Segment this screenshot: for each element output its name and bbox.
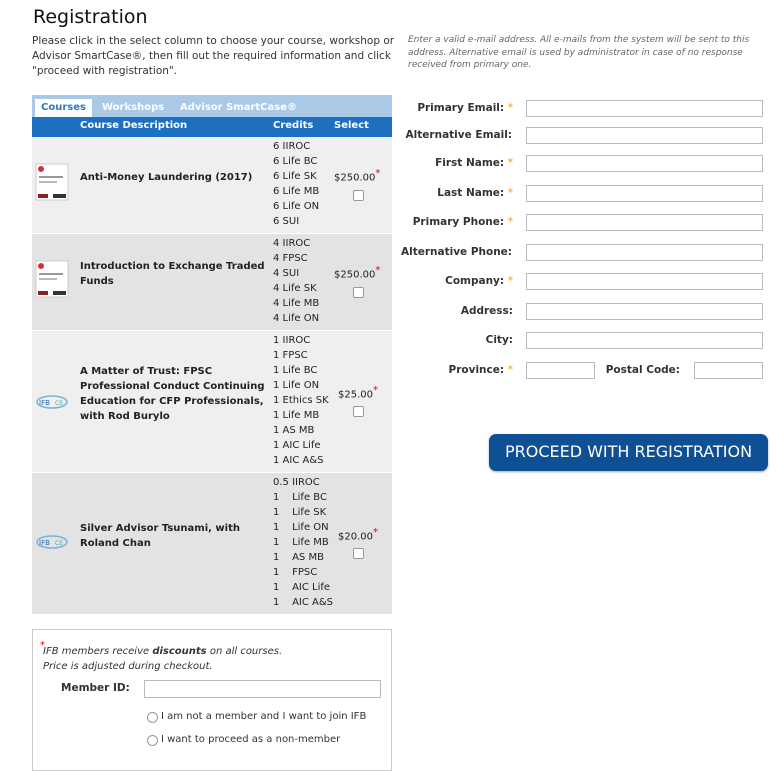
alternative-phone-input[interactable] <box>526 244 763 261</box>
course-select-checkbox[interactable] <box>353 406 364 417</box>
credit-line: 1 AIC Life <box>273 582 331 593</box>
credit-line: 1 AIC Life <box>273 440 321 451</box>
table-row <box>32 331 392 473</box>
alternative-email-input[interactable] <box>526 127 763 144</box>
province-label: Province: * <box>448 364 513 376</box>
table-row <box>32 137 392 234</box>
course-price: $250.00* <box>334 265 381 281</box>
credit-line: 1 Life ON <box>273 522 329 533</box>
credit-line: 6 Life ON <box>273 201 320 212</box>
first-name-input[interactable] <box>526 155 763 172</box>
member-id-label: Member ID: <box>61 682 130 694</box>
tab-advisor-smartcase[interactable]: Advisor SmartCase® <box>180 102 297 113</box>
ifb-logo-icon <box>35 523 69 561</box>
header-course-description: Course Description <box>80 120 188 131</box>
non-member-radio[interactable] <box>147 735 158 746</box>
primary-phone-label: Primary Phone: * <box>412 216 513 228</box>
credit-line: 1 IIROC <box>273 335 311 346</box>
primary-phone-input[interactable] <box>526 214 763 231</box>
course-select-checkbox[interactable] <box>353 548 364 559</box>
primary-email-input[interactable] <box>526 100 763 117</box>
table-header <box>32 117 392 137</box>
company-input[interactable] <box>526 273 763 290</box>
first-name-label: First Name: * <box>435 157 513 169</box>
credit-line: 6 SUI <box>273 216 300 227</box>
course-title: Silver Advisor Tsunami, with Roland Chan <box>80 523 240 549</box>
course-title: Introduction to Exchange Traded Funds <box>80 261 265 287</box>
last-name-label: Last Name: * <box>437 187 513 199</box>
course-credits <box>273 333 329 468</box>
tab-workshops[interactable]: Workshops <box>102 102 165 113</box>
credit-line: 1 AS MB <box>273 552 324 563</box>
course-credits <box>273 475 333 610</box>
header-select: Select <box>334 120 369 131</box>
required-mark: * <box>40 640 45 651</box>
city-input[interactable] <box>526 332 763 349</box>
tab-courses[interactable]: Courses <box>34 98 93 118</box>
credit-line: 4 FPSC <box>273 253 308 264</box>
credit-line: 6 Life BC <box>273 156 318 167</box>
course-credits <box>273 236 319 326</box>
svg-text:IFB: IFB <box>39 399 50 407</box>
alternative-email-label: Alternative Email: <box>405 129 512 141</box>
course-select-checkbox[interactable] <box>353 190 364 201</box>
credit-line: 1 FPSC <box>273 567 318 578</box>
postal-code-label: Postal Code: <box>605 364 680 376</box>
course-select-checkbox[interactable] <box>353 287 364 298</box>
credit-line: 4 Life SK <box>273 283 317 294</box>
member-note-text: IFB members receive <box>43 646 153 657</box>
credit-line: 0.5 IIROC <box>273 477 320 488</box>
member-note-line2: Price is adjusted during checkout. <box>43 661 213 672</box>
course-title: Anti-Money Laundering (2017) <box>80 172 253 183</box>
course-cover-icon <box>35 260 69 298</box>
join-ifb-label: I am not a member and I want to join IFB <box>161 711 367 722</box>
credit-line: 1 Life MB <box>273 410 320 421</box>
postal-code-input[interactable] <box>694 362 763 379</box>
primary-email-label: Primary Email: * <box>417 102 513 114</box>
course-cover-icon <box>35 163 69 201</box>
page-title: Registration <box>33 6 148 28</box>
member-discount-box <box>32 629 392 771</box>
credit-line: 4 SUI <box>273 268 300 279</box>
ifb-logo-icon <box>35 383 69 421</box>
credit-line: 4 IIROC <box>273 238 311 249</box>
credit-line: 1 AIC A&S <box>273 597 334 608</box>
credit-line: 1 FPSC <box>273 350 308 361</box>
province-input[interactable] <box>526 362 595 379</box>
member-note <box>40 640 283 674</box>
credit-line: 4 Life ON <box>273 313 320 324</box>
address-label: Address: <box>460 305 513 317</box>
email-note: Enter a valid e-mail address. All e-mails from the system will be sent to this address. Alternative email is used by administrator in case of no response received from primary one. <box>408 35 750 70</box>
credit-line: 1 Life BC <box>273 492 327 503</box>
member-id-input[interactable] <box>144 680 381 698</box>
credit-line: 6 Life SK <box>273 171 317 182</box>
credit-line: 1 Life BC <box>273 365 318 376</box>
credit-line: 1 AIC A&S <box>273 455 324 466</box>
intro-text: Please click in the select column to choose your course, workshop or Advisor SmartCase®, then fill out the required information and click "proceed with registration". <box>32 35 395 77</box>
credit-line: 4 Life MB <box>273 298 320 309</box>
svg-text:IFB: IFB <box>39 539 50 547</box>
member-note-text: on all courses. <box>206 646 283 657</box>
svg-text:CE: CE <box>55 540 63 547</box>
course-title: A Matter of Trust: FPSC Professional Conduct Continuing Education for CFP Professionals, with Rod Burylo <box>80 366 265 422</box>
credit-line: 1 Life MB <box>273 537 329 548</box>
credit-line: 1 Ethics SK <box>273 395 329 406</box>
alternative-phone-label: Alternative Phone: <box>400 246 512 258</box>
non-member-label: I want to proceed as a non-member <box>161 734 341 745</box>
proceed-with-registration-button[interactable]: PROCEED WITH REGISTRATION <box>489 434 768 471</box>
table-row <box>32 234 392 331</box>
credit-line: 1 Life ON <box>273 380 320 391</box>
member-note-bold: discounts <box>152 646 207 657</box>
credit-line: 6 Life MB <box>273 186 320 197</box>
credit-line: 1 AS MB <box>273 425 315 436</box>
address-input[interactable] <box>526 303 763 320</box>
last-name-input[interactable] <box>526 185 763 202</box>
credit-line: 1 Life SK <box>273 507 327 518</box>
city-label: City: <box>485 334 513 346</box>
header-credits: Credits <box>273 120 314 131</box>
course-credits <box>273 139 319 229</box>
credit-line: 6 IIROC <box>273 141 311 152</box>
join-ifb-radio[interactable] <box>147 712 158 723</box>
course-price: $25.00* <box>338 385 378 401</box>
table-row <box>32 473 392 615</box>
course-price: $250.00* <box>334 168 381 184</box>
course-price: $20.00* <box>338 527 378 543</box>
company-label: Company: * <box>445 275 513 287</box>
svg-text:CE: CE <box>55 400 63 407</box>
tab-bar <box>32 95 392 117</box>
